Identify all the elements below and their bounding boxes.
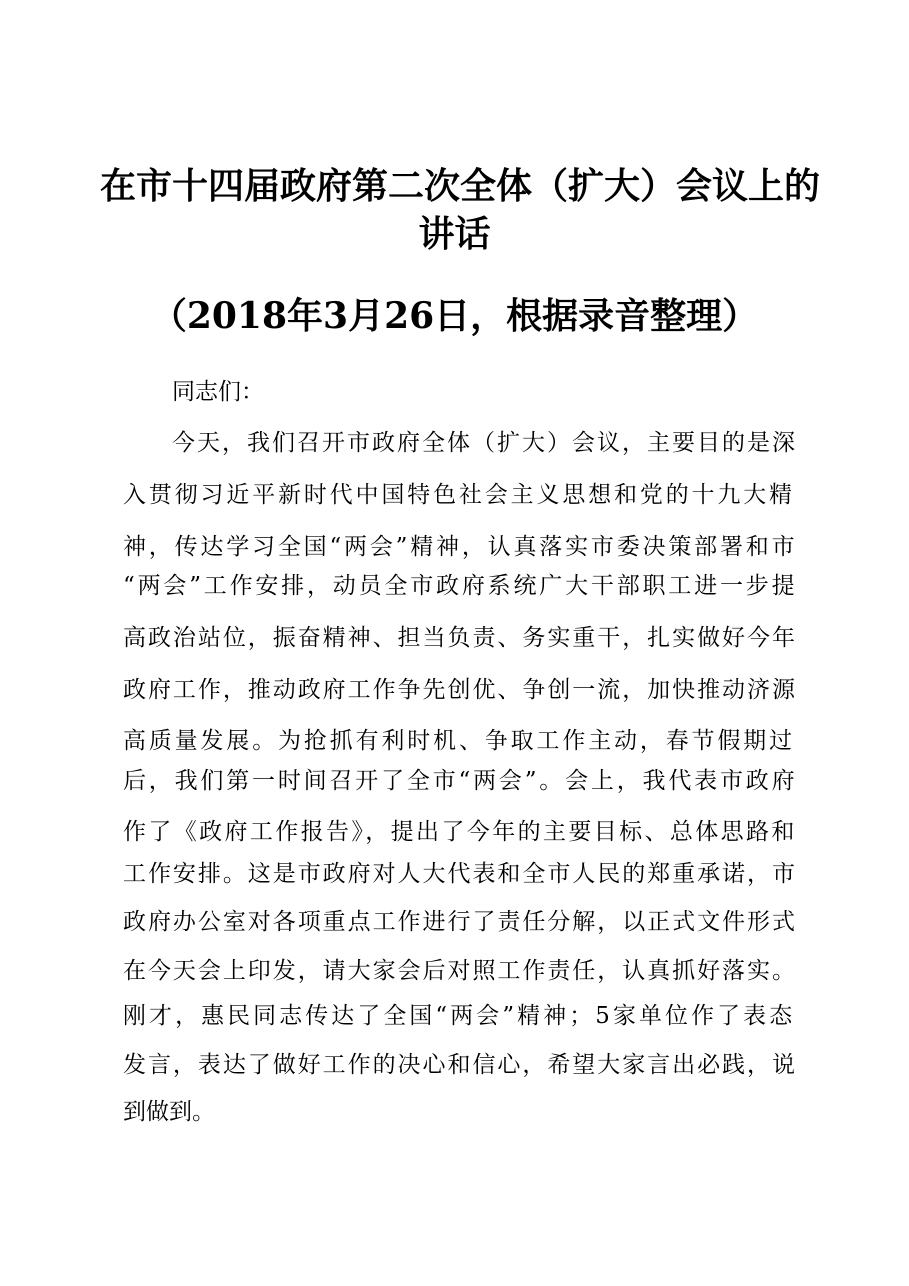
body-line-9: 作了《政府工作报告》，提出了今年的主要目标、总体思路和 [123,819,797,845]
body-line-2: 入贯彻习近平新时代中国特色社会主义思想和党的十九大精 [123,482,795,508]
document-title-line-1: 在市十四届政府第二次全体（扩大）会议上的 [100,165,821,207]
document-subtitle: （2018年3月26日，根据录音整理） [150,295,759,337]
document-title-line-2: 讲话 [418,213,491,255]
salutation: 同志们： [172,379,264,405]
body-line-10: 工作安排。这是市政府对人大代表和全市人民的郑重承诺，市 [123,861,797,887]
body-line-13: 刚才，惠民同志传达了全国“两会”精神；5家单位作了表态 [123,1003,796,1029]
body-line-7: 高质量发展。为抢抓有利时机、争取工作主动，春节假期过 [123,728,795,754]
body-line-11: 政府办公室对各项重点工作进行了责任分解，以正式文件形式 [123,909,797,935]
body-line-14: 发言，表达了做好工作的决心和信心，希望大家言出必践，说 [123,1052,797,1078]
body-line-15: 到做到。 [123,1099,215,1125]
body-line-4: “两会”工作安排，动员全市政府系统广大干部职工进一步提 [123,573,798,599]
body-line-6: 政府工作，推动政府工作争先创优、争创一流，加快推动济源 [123,677,797,703]
body-line-12: 在今天会上印发，请大家会后对照工作责任，认真抓好落实。 [123,958,797,984]
body-line-5: 高政治站位，振奋精神、担当负责、务实重干，扎实做好今年 [123,625,797,651]
body-line-8: 后，我们第一时间召开了全市“两会”。会上，我代表市政府 [123,768,798,794]
body-line-1: 今天，我们召开市政府全体（扩大）会议，主要目的是深 [172,430,797,456]
body-line-3: 神，传达学习全国“两会”精神，认真落实市委决策部署和市 [123,534,798,560]
